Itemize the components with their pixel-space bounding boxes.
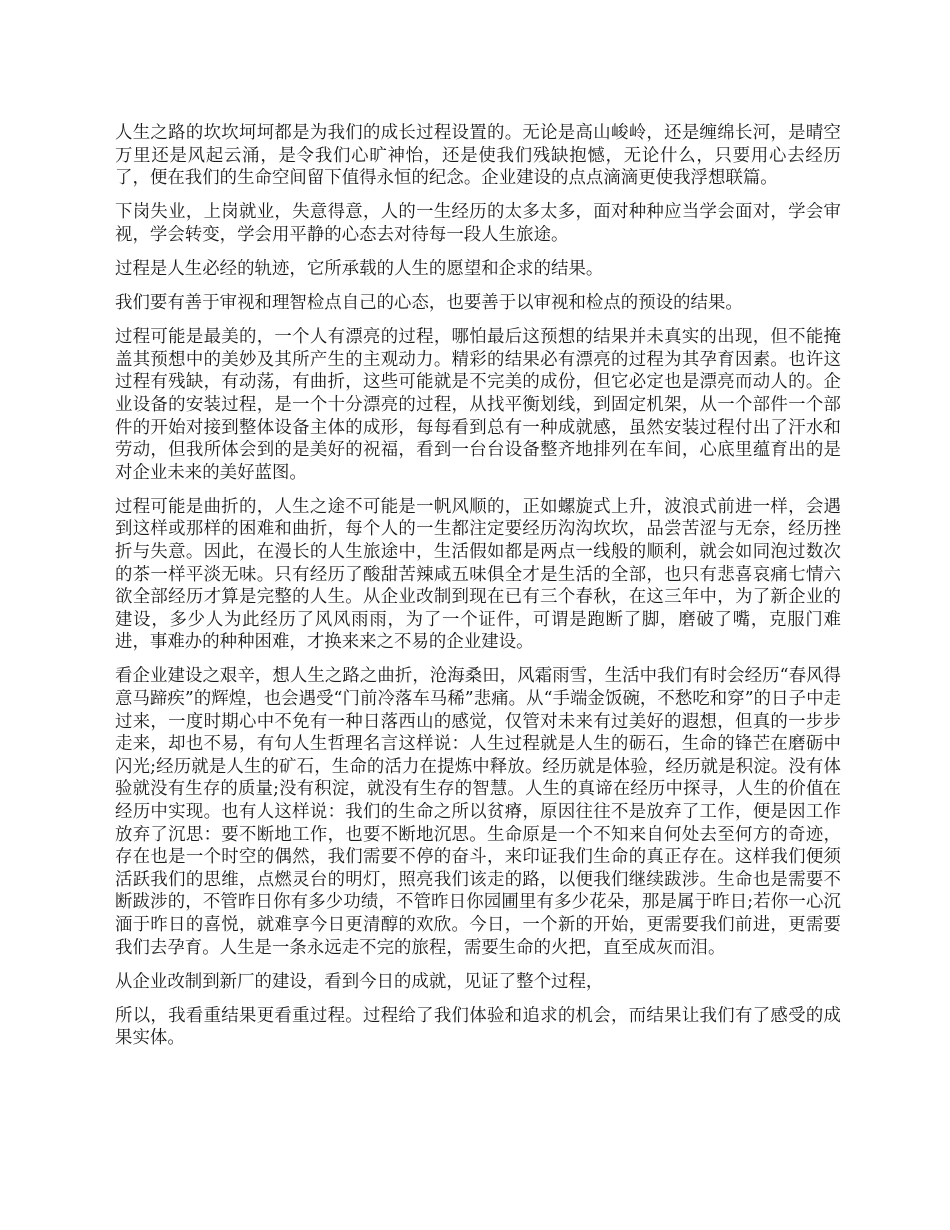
paragraph: 从企业改制到新厂的建设，看到今日的成就，见证了整个过程， — [115, 971, 604, 992]
paragraph: 过程可能是最美的，一个人有漂亮的过程，哪怕最后这预想的结果并未真实的出现，但不能掩盖其预想中的美妙及其所产生的主观动力。精彩的结果必有漂亮的过程为其孕育因素。也许这过程有残缺，有动荡，有曲折，这些可能就是不完美的成份，但它必定也是漂亮而动人的。企业设备的安装过程，是一个十分漂亮的过程，从找平衡划线，到固定机架，从一个部件一个部件的开始对接到整体设备主体的成形，每每看到总有一种成就感，虽然安装过程付出了汗水和劳动，但我所体会到的是美好的祝福，看到一台台设备整齐地排列在车间，心底里蕴育出的是对企业未来的美好蓝图。 — [115, 327, 841, 483]
paragraph: 我们要有善于审视和理智检点自己的心态，也要善于以审视和检点的预设的结果。 — [115, 293, 743, 314]
paragraph: 过程是人生必经的轨迹，它所承载的人生的愿望和企求的结果。 — [115, 258, 604, 279]
paragraph: 看企业建设之艰辛，想人生之路之曲折，沧海桑田，风霜雨雪，生活中我们有时会经历“春风得意马蹄疾”的辉煌，也会遇受“门前冷落车马稀”悲痛。从“手端金饭碗，不愁吃和穿”的日子中走过来，一度时期心中不免有一种日落西山的感觉，仅管对未来有过美好的遐想，但真的一步步走来，却也不易，有句人生哲理名言这样说：人生过程就是人生的砺石，生命的锋芒在磨砺中闪光;经历就是人生的矿石，生命的活力在提炼中释放。经历就是体验，经历就是积淀。没有体验就没有生存的质量;没有积淀，就没有生存的智慧。人生的真谛在经历中探寻，人生的价值在经历中实现。也有人这样说：我们的生命之所以贫瘠，原因往往不是放弃了工作，便是因工作放弃了沉思：要不断地工作，也要不断地沉思。生命原是一个不知来自何处去至何方的奇迹，存在也是一个时空的偶然，我们需要不停的奋斗，来印证我们生命的真正存在。这样我们便须活跃我们的思维，点燃灵台的明灯，照亮我们该走的路，以便我们继续跋涉。生命也是需要不断跋涉的，不管昨日你有多少功绩，不管昨日你园圃里有多少花朵，那是属于昨日;若你一心沉湎于昨日的喜悦，就难享今日更清醇的欢欣。今日，一个新的开始，更需要我们前进，更需要我们去孕育。人生是一条永远走不完的旅程，需要生命的火把，直至成灰而泪。 — [115, 666, 841, 958]
paragraph: 下岗失业，上岗就业，失意得意，人的一生经历的太多太多，面对种种应当学会面对，学会审视，学会转变，学会用平静的心态去对待每一段人生旅途。 — [115, 202, 841, 245]
paragraph: 过程可能是曲折的，人生之途不可能是一帆风顺的，正如螺旋式上升，波浪式前进一样，会遇到这样或那样的困难和曲折，每个人的一生都注定要经历沟沟坎坎，品尝苦涩与无奈，经历挫折与失意。因此，在漫长的人生旅途中，生活假如都是两点一线般的顺利，就会如同泡过数次的茶一样平淡无味。只有经历了酸甜苦辣咸五味俱全才是生活的全部，也只有悲喜哀痛七情六欲全部经历才算是完整的人生。从企业改制到现在已有三个春秋，在这三年中，为了新企业的建设，多少人为此经历了风风雨雨，为了一个证件，可谓是跑断了脚，磨破了嘴，克服门难进，事难办的种种困难，才换来来之不易的企业建设。 — [115, 496, 841, 653]
paragraph: 人生之路的坎坎坷坷都是为我们的成长过程设置的。无论是高山峻岭，还是缠绵长河，是晴空万里还是风起云涌，是令我们心旷神怡，还是使我们残缺抱憾，无论什么，只要用心去经历了，便在我们的生命空间留下值得永恒的纪念。企业建设的点点滴滴更使我浮想联篇。 — [115, 123, 841, 189]
paragraph: 所以，我看重结果更看重过程。过程给了我们体验和追求的机会，而结果让我们有了感受的成果实体。 — [115, 1005, 841, 1049]
document-body — [115, 122, 841, 1061]
